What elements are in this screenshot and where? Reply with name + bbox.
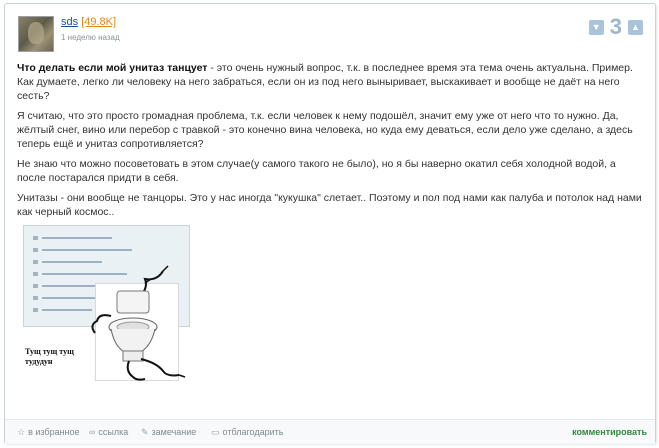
remark-label: замечание [151, 427, 197, 437]
answer-card [4, 3, 656, 444]
gift-icon: ▭ [211, 427, 220, 437]
thank-action[interactable] [211, 427, 283, 438]
post-body [17, 61, 643, 225]
comment-link[interactable]: комментировать [572, 427, 647, 437]
author-rating[interactable]: [49.8K] [81, 16, 117, 28]
avatar[interactable] [18, 16, 54, 52]
thumb-down-icon[interactable]: ▼ [589, 20, 604, 35]
question-title: Что делать если мой унитаз танцует [17, 62, 208, 74]
post-time: 1 неделю назад [61, 33, 120, 42]
author-name-link[interactable]: sds [61, 16, 79, 28]
paragraph-1-text: - это очень нужный вопрос, т.к. в последнее время эта тема очень актуальна. Пример. Как думаете, легко ли человеку на него забраться, если он из под него выныривает, выскакивает и вообще не даёт на него сесть? [17, 62, 633, 102]
author-line [61, 16, 116, 28]
favorite-label: в избранное [28, 427, 80, 437]
paragraph-2: Я считаю, что это просто громадная проблема, т.к. если человек к нему подошёл, значит ему уже от него что то нужно. Да, жёлтый снег, вино или перебор с травкой - это конечно вина человека, но куда ему деваться, если дело уже сделано, а здесь теперь ещё и унитаз сопротивляется? [17, 110, 633, 150]
paragraph-4: Унитазы - они вообще не танцоры. Это у нас иногда "кукушка" слетает.. Поэтому и пол под нами как палуба и потолок над нами как черный космос.. [17, 192, 642, 218]
answer-footer [5, 419, 655, 444]
star-icon: ☆ [17, 427, 26, 437]
vote-widget [589, 16, 643, 38]
paragraph-3: Не знаю что можно посоветовать в этом случае(у самого такого не было), но я бы наверно окатил себя холодной водой, а после постарался придти в себя. [17, 158, 616, 184]
thank-label: отблагодарить [222, 427, 284, 437]
image-caption [25, 347, 74, 367]
thumb-up-icon[interactable]: ▲ [628, 20, 643, 35]
remark-action[interactable] [141, 427, 196, 438]
caption-line-2: тудудун [25, 357, 53, 366]
favorite-action[interactable] [17, 427, 80, 438]
vote-score: 3 [609, 14, 622, 39]
dancing-toilet-image[interactable] [17, 221, 192, 389]
link-icon: ∞ [89, 427, 96, 437]
avatar-face [28, 22, 44, 44]
pencil-icon: ✎ [141, 427, 149, 437]
paragraph-1 [17, 61, 643, 103]
link-action[interactable] [89, 427, 128, 437]
link-label: ссылка [98, 427, 129, 437]
caption-line-1: Тущ тущ тущ [25, 347, 74, 356]
